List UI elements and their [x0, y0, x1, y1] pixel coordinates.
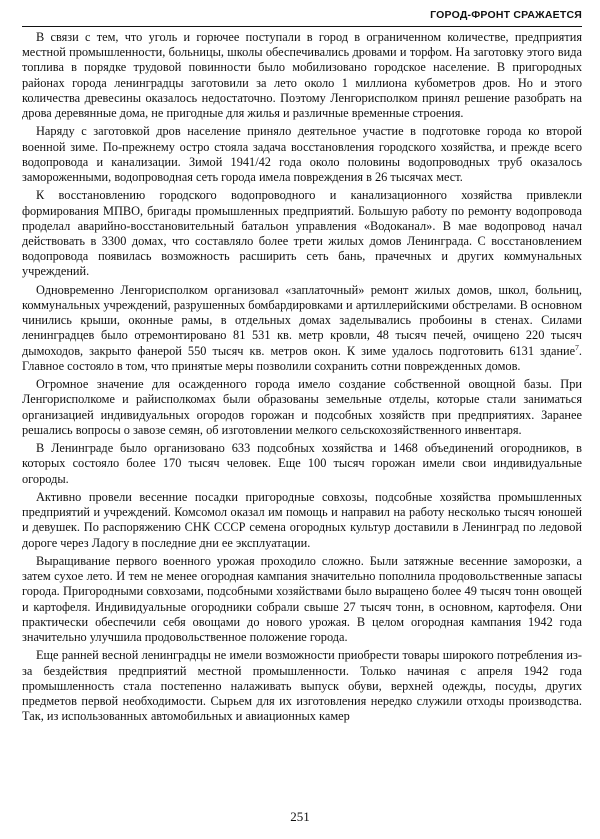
paragraph: В связи с тем, что уголь и горючее поступали в город в ограниченном количестве, предприятия местной промышленности, больницы, школы обеспечивались дровами и торфом. На заготовку этого вида топлива в порядке трудовой повинности было мобилизовано городское население. В пригородных районах города ленинградцы заготовили за лето около 1 миллиона кубометров дров. Но и этого количества древесины оказалось недостаточно. Поэтому Ленгорисполком принял решение разобрать на дрова деревянные дома, не пригодные для жилья и различные временные строения.	[22, 30, 582, 121]
paragraph: Огромное значение для осажденного города имело создание собственной овощной базы. При Ленгорисполкоме и райисполкомах были образованы земельные отделы, которые стали заниматься организацией индивидуальных огородов горожан и подсобных хозяйств при предприятиях. Заранее решались вопросы о завозе семян, об изготовлении мелкого сельскохозяйственного инвентаря.	[22, 377, 582, 437]
running-header	[22, 4, 582, 26]
paragraph: Еще ранней весной ленинградцы не имели возможности приобрести товары широкого потребления из-за бездействия предприятий местной промышленности. Только начиная с апреля 1942 года промышленность стала постепенно налаживать выпуск обуви, верхней одежды, посуды, других предметов первой необходимости. Сырьем для их изготовления нередко служили отходы производства. Так, из использованных автомобильных и авиационных камер	[22, 648, 582, 724]
paragraph: К восстановлению городского водопроводного и канализационного хозяйства привлекли формирования МПВО, бригады промышленных предприятий. Большую работу по ремонту водопровода проделал аварийно-восстановительный батальон управления «Водоканал». В мае водопровод начал действовать в 3300 домах, что составляло более трети жилых домов Ленинграда. С восстановлением водопровода появилась возможность расширить сеть бань, прачечных и других коммунальных учреждений.	[22, 188, 582, 279]
running-title: ГОРОД-ФРОНТ СРАЖАЕТСЯ	[430, 9, 582, 21]
page-number: 251	[290, 809, 310, 824]
paragraph: Одновременно Ленгорисполком организовал «заплаточный» ремонт жилых домов, школ, больниц, коммунальных учреждений, разрушенных бомбардировками и артиллерийскими обстрелами. В основном чинились крыши, оконные рамы, в отдельных домах заделывались пробоины в стенах. Силами ленинградцев было отремонтировано 81 531 кв. метр кровли, 48 тысяч печей, очищено 220 тысяч дымоходов, закрыто фанерой 550 тысяч кв. метров окон. К зиме удалось подготовить 6131 здание$^7$. Главное состояло в том, что принятые меры позволили сохранить сотни поврежденных домов.	[22, 282, 582, 373]
paragraph: Наряду с заготовкой дров население приняло деятельное участие в подготовке города ко второй военной зиме. По-прежнему остро стояла задача восстановления городского хозяйства, и прежде всего водопровода и канализации. Зимой 1941/42 года около половины водопроводных труб оказалось замороженными, водопроводная сеть города имела повреждения в 26 тысячах мест.	[22, 124, 582, 185]
body-text	[22, 30, 582, 800]
paragraph: В Ленинграде было организовано 633 подсобных хозяйства и 1468 объединений огородников, в которых состояло более 170 тысяч человек. Еще 100 тысяч горожан имели свои индивидуальные огороды.	[22, 441, 582, 486]
footnote-reference[interactable]: 7	[575, 342, 579, 352]
paragraph: Активно провели весенние посадки пригородные совхозы, подсобные хозяйства промышленных предприятий и учреждений. Комсомол оказал им помощь и направил на работу несколько тысяч юношей и девушек. По распоряжению СНК СССР семена огородных культур доставили в Ленинград по ледовой дороге через Ладогу в последние дни ее эксплуатации.	[22, 490, 582, 550]
paragraph: Выращивание первого военного урожая проходило сложно. Были затяжные весенние заморозки, а затем сухое лето. И тем не менее огородная кампания значительно пополнила продовольственные запасы города. Пригородными совхозами, подсобными хозяйствами было выращено более 49 тысяч тонн овощей и картофеля. Индивидуальные огородники собрали свыше 27 тысяч тонн, в основном, картофеля. Они практически обеспечили себя овощами до нового урожая. В целом огородная кампания 1942 года значительно улучшила продовольственное положение города.	[22, 554, 582, 645]
header-rule	[22, 26, 582, 27]
